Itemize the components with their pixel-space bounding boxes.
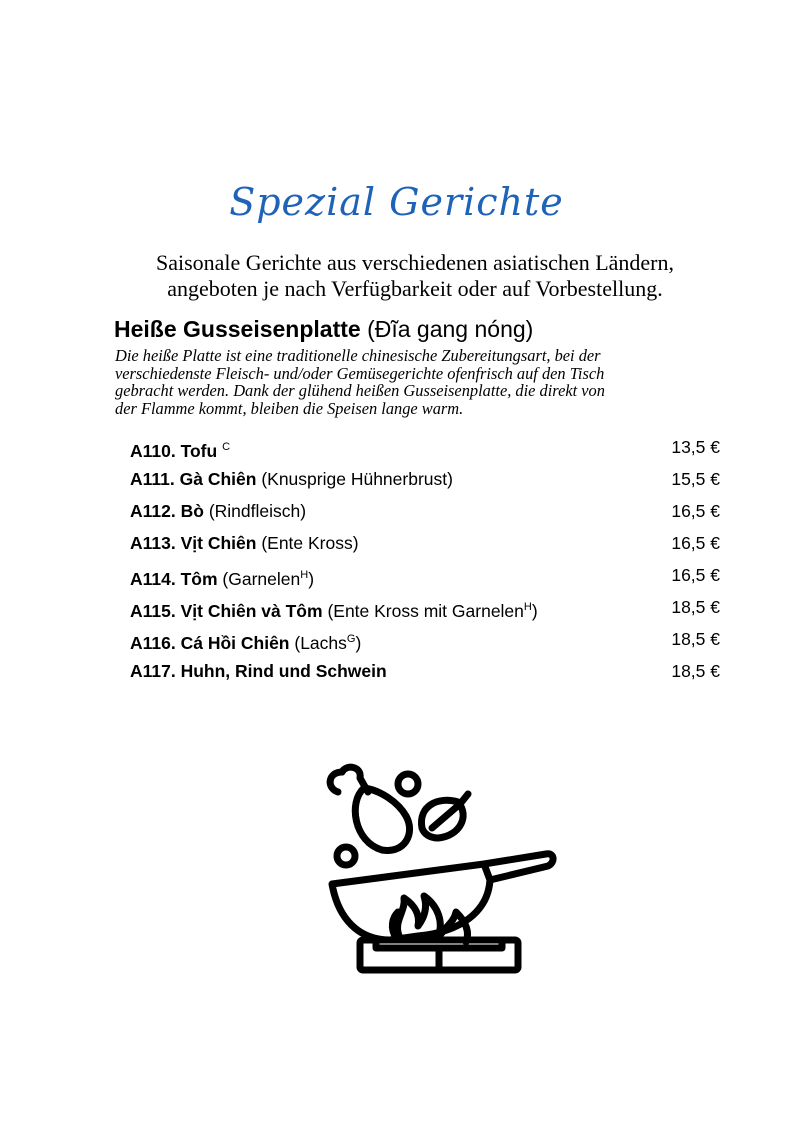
menu-item: [130, 624, 720, 656]
menu-item: [130, 528, 720, 560]
menu-item: [130, 656, 720, 688]
menu-item-name: A110. Tofu: [130, 441, 218, 461]
description-line: gebracht werden. Dank der glühend heißen Gusseisenplatte, die direkt von: [115, 381, 605, 400]
allergen-code: H: [523, 601, 532, 613]
section-heading-vietnamese: (Đĩa gang nóng): [367, 316, 534, 342]
page-title: Spezial Gerichte: [229, 180, 564, 224]
menu-item-list: [130, 432, 720, 688]
menu-item-price: 15,5 €: [671, 469, 720, 489]
menu-item-price: 16,5 €: [671, 565, 720, 585]
menu-item: [130, 496, 720, 528]
menu-item-name: A113. Vịt Chiên: [130, 533, 257, 553]
menu-item-price: 16,5 €: [671, 533, 720, 553]
menu-item-description: (Rindfleisch): [208, 501, 307, 521]
menu-item: [130, 432, 720, 464]
menu-item-price: 16,5 €: [671, 501, 720, 521]
menu-item-name: A117. Huhn, Rind und Schwein: [130, 661, 387, 681]
menu-item-name: A116. Cá Hồi Chiên: [130, 633, 290, 653]
allergen-code: C: [222, 441, 231, 453]
menu-item-price: 18,5 €: [671, 597, 720, 617]
page-subtitle: [100, 250, 730, 302]
menu-item-name: A111. Gà Chiên: [130, 469, 257, 489]
subtitle-line-1: Saisonale Gerichte aus verschiedenen asiatischen Ländern,: [155, 250, 674, 275]
menu-item: [130, 560, 720, 592]
description-line: Die heiße Platte ist eine traditionelle chinesische Zubereitungsart, bei der: [115, 346, 601, 365]
menu-item-price: 18,5 €: [671, 661, 720, 681]
allergen-code: G: [346, 633, 356, 645]
menu-item-name: A112. Bò: [130, 501, 204, 521]
menu-item-description: (Ente Kross): [261, 533, 359, 553]
wok-cooking-icon: [320, 762, 560, 987]
menu-item-name: A114. Tôm: [130, 569, 218, 589]
section-description: [115, 347, 715, 417]
menu-item: [130, 464, 720, 496]
description-line: der Flamme kommt, bleiben die Speisen lange warm.: [115, 398, 464, 418]
menu-item-description: (Garnelen$^H$): [222, 569, 315, 589]
menu-item: [130, 592, 720, 624]
description-line: verschiedenste Fleisch- und/oder Gemüsegerichte ofenfrisch auf den Tisch: [115, 363, 605, 383]
section-heading-title: Heiße Gusseisenplatte: [114, 316, 361, 342]
menu-item-description: (Lachs$^G$): [294, 633, 362, 653]
menu-item-description: (Ente Kross mit Garnelen$^H$): [327, 601, 538, 621]
menu-item-name: A115. Vịt Chiên và Tôm: [130, 601, 323, 621]
menu-item-description: (Knusprige Hühnerbrust): [261, 469, 453, 489]
menu-item-price: 18,5 €: [671, 629, 720, 649]
menu-item-price: 13,5 €: [671, 437, 720, 457]
allergen-code: H: [300, 569, 309, 581]
section-heading: [114, 316, 533, 343]
subtitle-line-2: angeboten je nach Verfügbarkeit oder auf Vorbestellung.: [167, 276, 663, 301]
